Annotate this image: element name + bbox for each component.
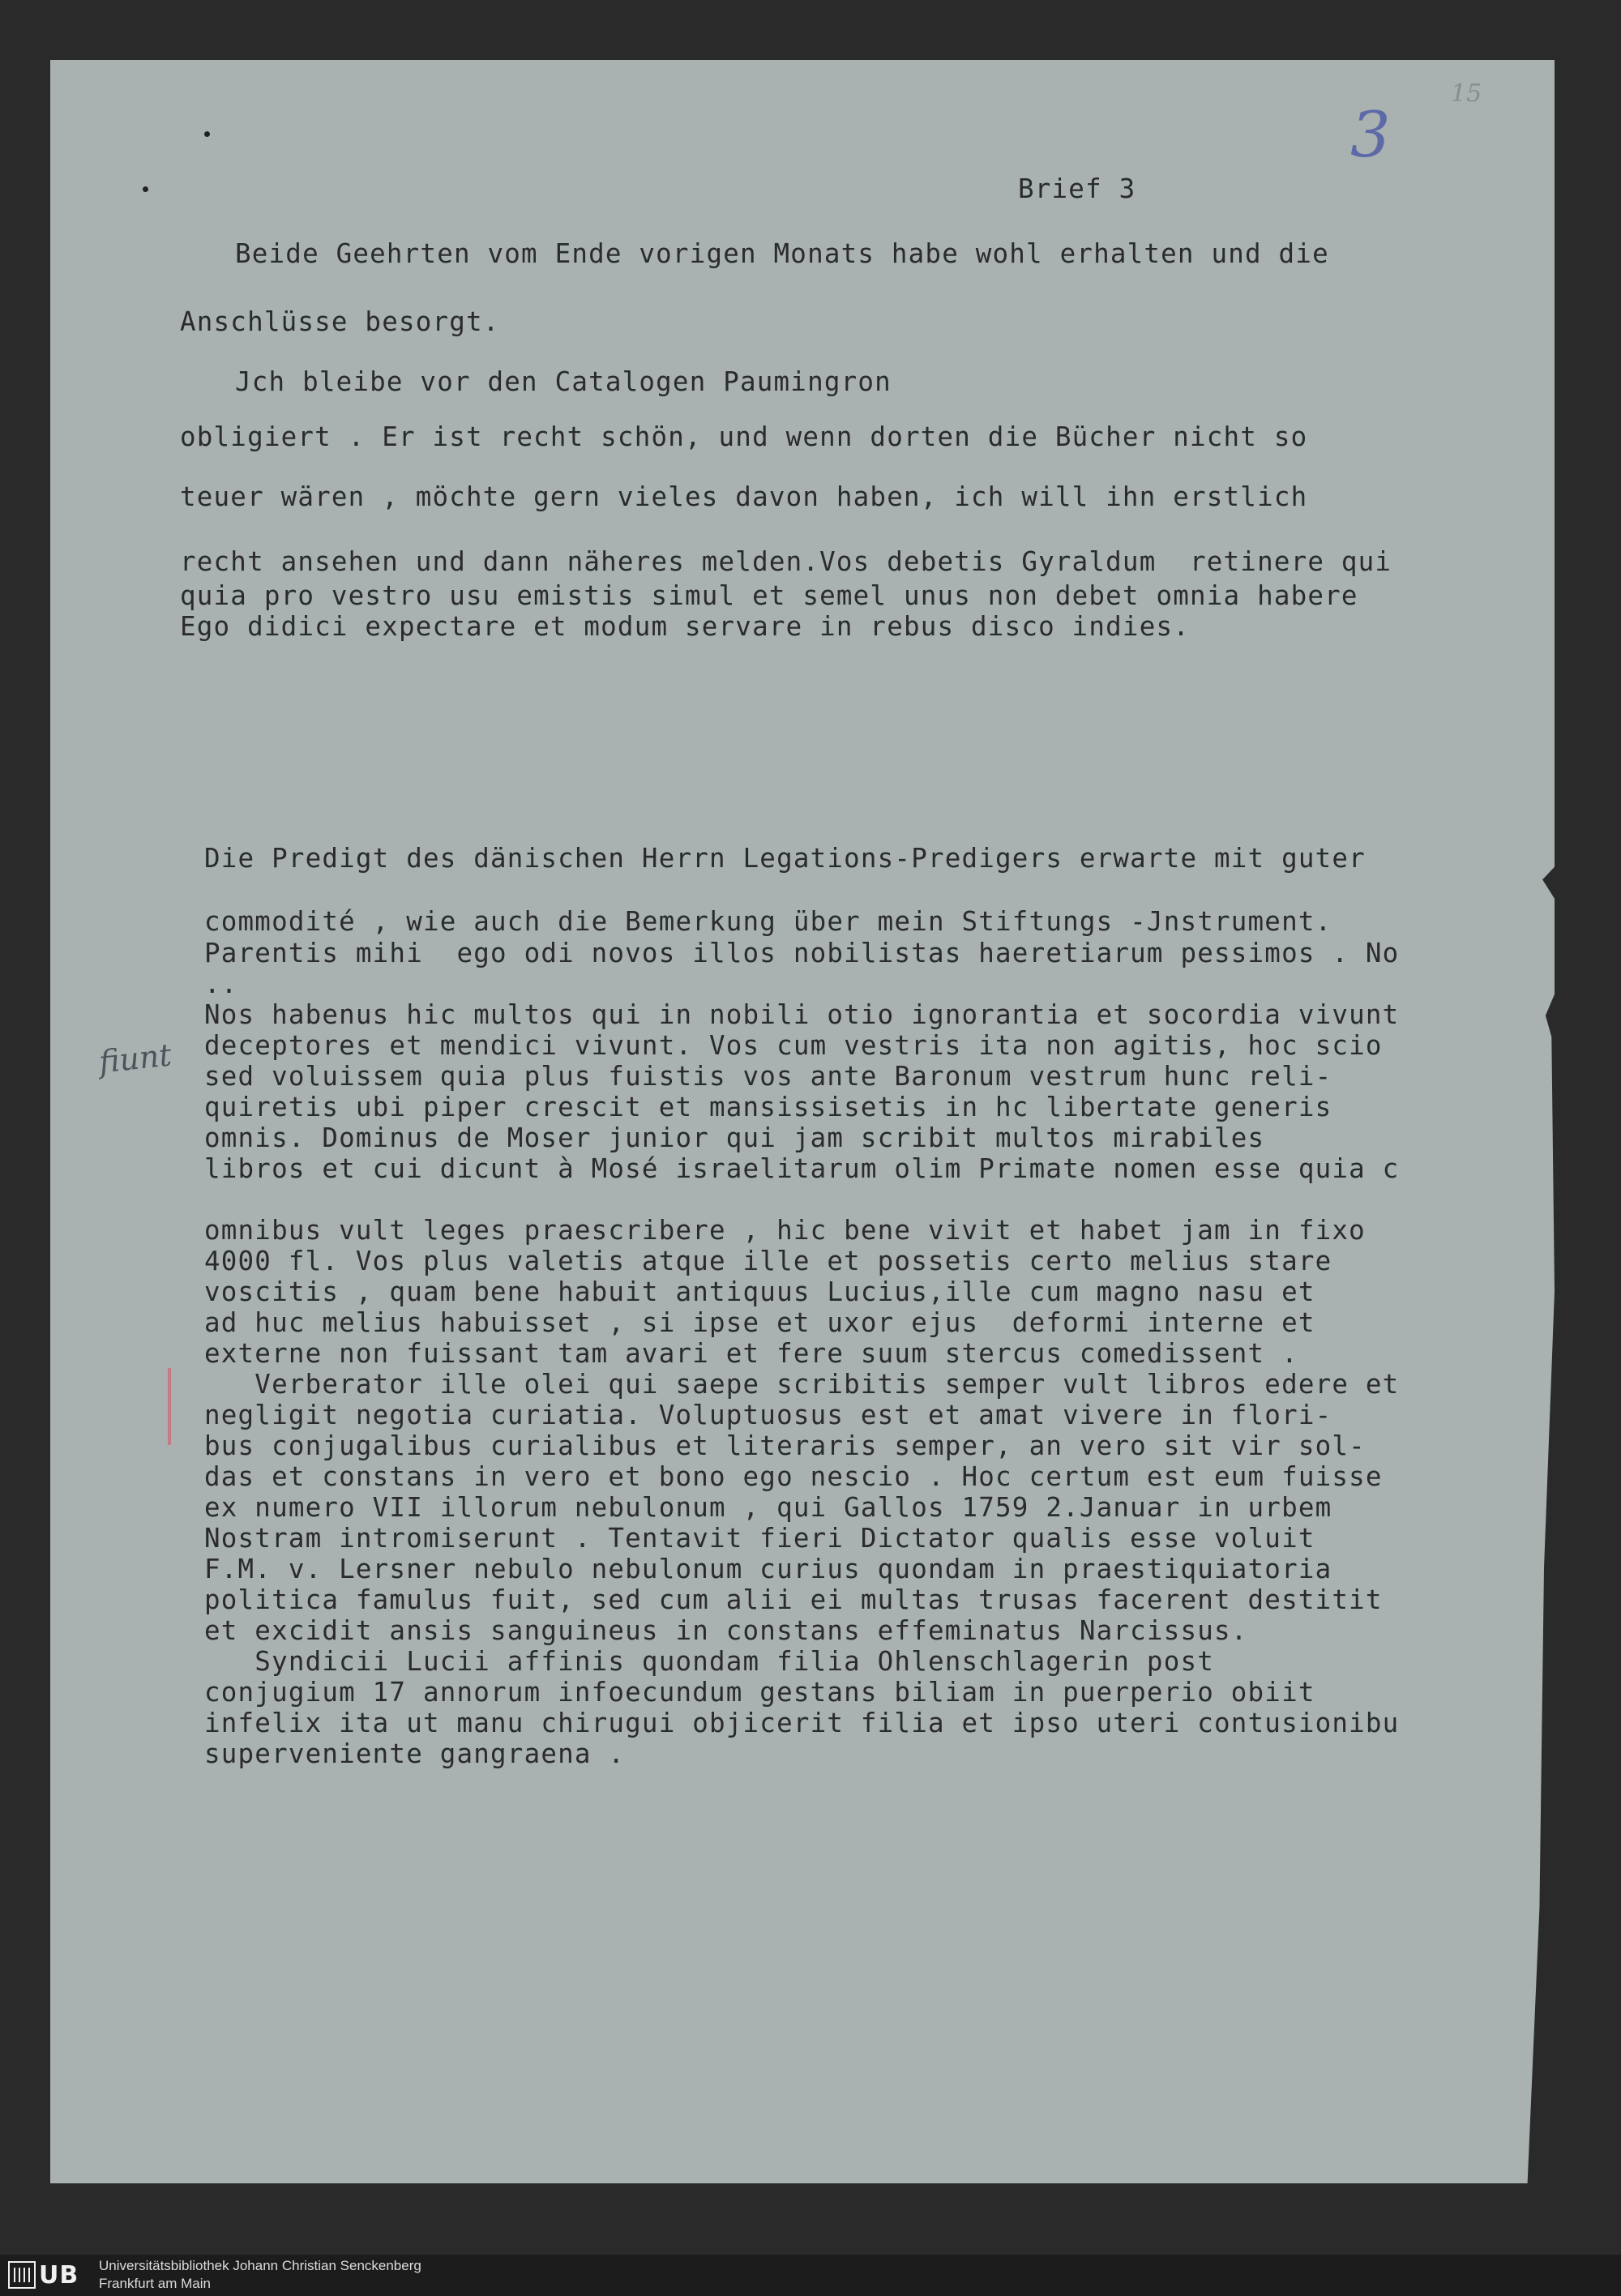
german-line: obligiert . Er ist recht schön, und wenn dorten die Bücher nicht so [180,421,1308,452]
latin-line: negligit negotia curiatia. Voluptuosus est et amat vivere in flori- [204,1400,1332,1430]
latin-line: das et constans in vero et bono ego nescio . Hoc certum est eum fuisse [204,1461,1383,1492]
german-line: recht ansehen und dann näheres melden.Vos debetis Gyraldum retinere qui [180,546,1392,577]
german-line: Die Predigt des dänischen Herrn Legations-Predigers erwarte mit guter [204,843,1366,874]
latin-line: ex numero VII illorum nebulonum , qui Gallos 1759 2.Januar in urbem [204,1492,1332,1523]
latin-line: et excidit ansis sanguineus in constans effeminatus Narcissus. [204,1615,1248,1646]
library-logo-text: UB [39,2260,79,2290]
latin-line: Nostram intromiserunt . Tentavit fieri Dictator qualis esse voluit [204,1523,1315,1554]
latin-line: .. [204,968,238,999]
german-line: Jch bleibe vor den Catalogen Paumingron [235,366,892,397]
footer-library-city: Frankfurt am Main [99,2276,211,2291]
latin-line: Ego didici expectare et modum servare in rebus disco indies. [180,611,1190,642]
footer-library-name: Universitätsbibliothek Johann Christian Senckenberg [99,2258,421,2273]
latin-line: externe non fuissant tam avari et fere suum stercus comedissent . [204,1338,1298,1369]
latin-line: superveniente gangraena . [204,1738,626,1769]
library-logo [8,2260,89,2290]
latin-line: omnibus vult leges praescribere , hic bene vivit et habet jam in fixo [204,1215,1366,1246]
letter-title: Brief 3 [1018,173,1136,204]
latin-line: quia pro vestro usu emistis simul et semel unus non debet omnia habere [180,580,1358,611]
latin-line: deceptores et mendici vivunt. Vos cum vestris ita non agitis, hoc scio [204,1030,1383,1061]
folio-number-handwritten: 3 [1350,99,1391,172]
ink-dot [143,186,148,192]
latin-line: omnis. Dominus de Moser junior qui jam scribit multos mirabiles [204,1122,1265,1153]
footer-bar [0,2255,1621,2296]
latin-line: sed voluissem quia plus fuistis vos ante Baronum vestrum hunc reli- [204,1061,1332,1092]
german-line: commodité , wie auch die Bemerkung über mein Stiftungs -Jnstrument. [204,906,1332,937]
german-line: Beide Geehrten vom Ende vorigen Monats habe wohl erhalten und die [235,238,1329,269]
german-line: teuer wären , möchte gern vieles davon haben, ich will ihn erstlich [180,481,1308,512]
latin-line: Verberator ille olei qui saepe scribitis semper vult libros edere et [204,1369,1400,1400]
pencil-mark [168,1368,171,1445]
latin-line: Parentis mihi ego odi novos illos nobilistas haeretiarum pessimos . No [204,938,1400,968]
latin-line: 4000 fl. Vos plus valetis atque ille et possetis certo melius stare [204,1246,1332,1276]
latin-line: ad huc melius habuisset , si ipse et uxor ejus deformi interne et [204,1307,1315,1338]
latin-line: bus conjugalibus curialibus et literaris semper, an vero sit vir sol- [204,1430,1366,1461]
german-line: Anschlüsse besorgt. [180,306,500,337]
latin-line: F.M. v. Lersner nebulo nebulonum curius quondam in praestiquiatoria [204,1554,1332,1584]
latin-line: politica famulus fuit, sed cum alii ei multas trusas facerent destitit [204,1584,1383,1615]
latin-line: Nos habenus hic multos qui in nobili otio ignorantia et socordia vivunt [204,999,1400,1030]
latin-line: conjugium 17 annorum infoecundum gestans biliam in puerperio obiit [204,1677,1315,1708]
latin-line: libros et cui dicunt à Mosé israelitarum olim Primate nomen esse quia c [204,1153,1400,1184]
latin-line: infelix ita ut manu chirugui objicerit filia et ipso uteri contusionibu [204,1708,1400,1738]
latin-line: Syndicii Lucii affinis quondam filia Ohlenschlagerin post [204,1646,1214,1677]
margin-annotation: fiunt [96,1037,173,1080]
library-emblem-icon [8,2261,36,2289]
latin-line: quiretis ubi piper crescit et mansissisetis in hc libertate generis [204,1092,1332,1122]
latin-line: voscitis , quam bene habuit antiquus Lucius,ille cum magno nasu et [204,1276,1315,1307]
folio-number-pencil: 15 [1451,79,1482,108]
ink-dot [204,131,210,137]
